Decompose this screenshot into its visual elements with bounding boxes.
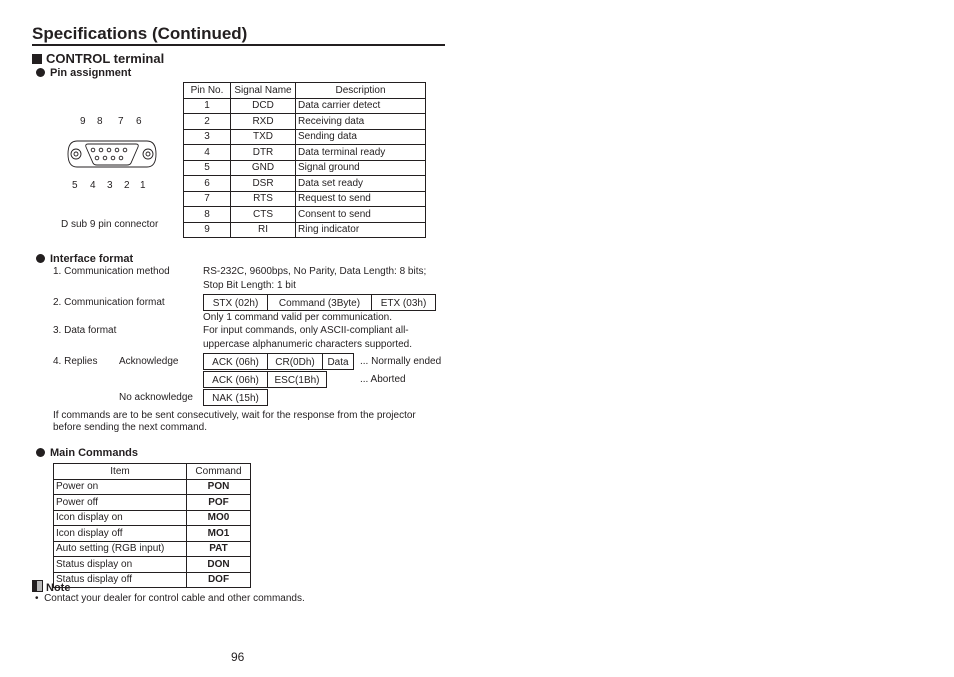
data-format-value-cont: uppercase alphanumeric characters supported. xyxy=(203,339,413,350)
note-text: Contact your dealer for control cable and other commands. xyxy=(44,593,305,604)
signal-name: CTS xyxy=(231,207,296,223)
command-item: Icon display on xyxy=(54,510,187,526)
main-commands-table xyxy=(53,463,251,588)
table-row xyxy=(54,495,251,511)
command-code: PAT xyxy=(187,541,251,557)
frame-note: Only 1 command valid per communication. xyxy=(203,312,392,323)
column-header: Description xyxy=(296,83,426,99)
note-icon xyxy=(32,580,43,592)
frame-field-command: Command (3Byte) xyxy=(267,294,372,311)
pin-label: 8 xyxy=(97,116,103,127)
no-acknowledge-label: No acknowledge xyxy=(119,392,193,403)
command-item: Power on xyxy=(54,479,187,495)
acknowledge-label: Acknowledge xyxy=(119,356,179,367)
pin-assignment-table xyxy=(183,82,426,238)
connector-caption: D sub 9 pin connector xyxy=(61,219,159,230)
table-row xyxy=(54,479,251,495)
command-code: PON xyxy=(187,479,251,495)
pin-label: 7 xyxy=(118,116,124,127)
pin-number: 2 xyxy=(184,114,231,130)
table-row xyxy=(54,572,251,588)
command-code: DON xyxy=(187,557,251,573)
pin-label: 9 xyxy=(80,116,86,127)
pin-number: 4 xyxy=(184,145,231,161)
table-row xyxy=(54,557,251,573)
signal-name: DTR xyxy=(231,145,296,161)
ack-abort-note: ... Aborted xyxy=(360,374,406,385)
signal-description: Data terminal ready xyxy=(296,145,426,161)
command-item: Auto setting (RGB input) xyxy=(54,541,187,557)
table-row xyxy=(184,222,426,238)
title-rule xyxy=(32,44,445,46)
connector-icon xyxy=(64,129,160,179)
pin-label: 3 xyxy=(107,180,113,191)
note-heading: Note xyxy=(32,580,70,594)
signal-name: DCD xyxy=(231,98,296,114)
signal-name: RTS xyxy=(231,191,296,207)
section-title-text: CONTROL terminal xyxy=(46,51,165,66)
bullet-icon xyxy=(36,68,45,77)
command-item: Status display on xyxy=(54,557,187,573)
signal-description: Request to send xyxy=(296,191,426,207)
table-header-row xyxy=(54,464,251,480)
dsub9-connector-diagram xyxy=(64,114,160,196)
signal-name: DSR xyxy=(231,176,296,192)
frame-field-etx: ETX (03h) xyxy=(371,294,436,311)
signal-description: Data carrier detect xyxy=(296,98,426,114)
bullet-icon xyxy=(36,448,45,457)
page-number: 96 xyxy=(231,650,245,664)
table-row xyxy=(54,526,251,542)
table-row xyxy=(54,510,251,526)
signal-name: RXD xyxy=(231,114,296,130)
table-row xyxy=(184,207,426,223)
pin-label: 1 xyxy=(140,180,146,191)
frame-field-ack: ACK (06h) xyxy=(203,353,268,370)
pin-number: 7 xyxy=(184,191,231,207)
table-row xyxy=(54,541,251,557)
pin-number: 8 xyxy=(184,207,231,223)
pin-assignment-heading: Pin assignment xyxy=(36,67,131,79)
command-code: POF xyxy=(187,495,251,511)
signal-name: GND xyxy=(231,160,296,176)
signal-description: Sending data xyxy=(296,129,426,145)
signal-description: Receiving data xyxy=(296,114,426,130)
table-header-row xyxy=(184,83,426,99)
ack-normal-note: ... Normally ended xyxy=(360,356,442,367)
command-item: Status display off xyxy=(54,572,187,588)
interface-format-heading: Interface format xyxy=(36,253,133,265)
data-format-value: For input commands, only ASCII-compliant all- xyxy=(203,325,409,336)
replies-label: 4. Replies xyxy=(53,356,98,367)
command-code: DOF xyxy=(187,572,251,588)
pin-label: 2 xyxy=(124,180,130,191)
signal-description: Data set ready xyxy=(296,176,426,192)
note-item xyxy=(35,593,305,605)
page-title: Specifications (Continued) xyxy=(32,24,248,43)
frame-field-esc: ESC(1Bh) xyxy=(267,371,327,388)
data-format-label: 3. Data format xyxy=(53,325,117,336)
signal-name: RI xyxy=(231,222,296,238)
pin-number: 6 xyxy=(184,176,231,192)
table-row xyxy=(184,114,426,130)
signal-description: Consent to send xyxy=(296,207,426,223)
command-item: Power off xyxy=(54,495,187,511)
column-header: Command xyxy=(187,464,251,480)
comm-method-value: RS-232C, 9600bps, No Parity, Data Length: 8 bits; xyxy=(203,266,427,277)
command-item: Icon display off xyxy=(54,526,187,542)
table-row xyxy=(184,129,426,145)
frame-field-data: Data xyxy=(322,353,354,370)
pin-number: 3 xyxy=(184,129,231,145)
frame-field-ack: ACK (06h) xyxy=(203,371,268,388)
column-header: Item xyxy=(54,464,187,480)
column-header: Signal Name xyxy=(231,83,296,99)
table-row xyxy=(184,98,426,114)
column-header: Pin No. xyxy=(184,83,231,99)
pin-label: 6 xyxy=(136,116,142,127)
pin-label: 5 xyxy=(72,180,78,191)
consecutive-note-cont: before sending the next command. xyxy=(53,422,207,433)
section-title xyxy=(32,51,164,66)
pin-number: 5 xyxy=(184,160,231,176)
signal-description: Ring indicator xyxy=(296,222,426,238)
signal-name: TXD xyxy=(231,129,296,145)
signal-description: Signal ground xyxy=(296,160,426,176)
frame-field-nak: NAK (15h) xyxy=(203,389,268,406)
table-row xyxy=(184,145,426,161)
table-row xyxy=(184,191,426,207)
table-row xyxy=(184,176,426,192)
command-code: MO1 xyxy=(187,526,251,542)
table-row xyxy=(184,160,426,176)
bullet-icon xyxy=(36,254,45,263)
main-commands-heading: Main Commands xyxy=(36,447,138,459)
square-bullet-icon xyxy=(32,54,42,64)
frame-field-stx: STX (02h) xyxy=(203,294,268,311)
comm-method-value-cont: Stop Bit Length: 1 bit xyxy=(203,280,296,291)
pin-number: 1 xyxy=(184,98,231,114)
command-code: MO0 xyxy=(187,510,251,526)
bullet-icon: • xyxy=(35,593,45,604)
pin-number: 9 xyxy=(184,222,231,238)
comm-method-label: 1. Communication method xyxy=(53,266,170,277)
comm-format-label: 2. Communication format xyxy=(53,297,165,308)
frame-field-cr: CR(0Dh) xyxy=(267,353,323,370)
consecutive-note: If commands are to be sent consecutively, wait for the response from the projector xyxy=(53,410,416,421)
pin-label: 4 xyxy=(90,180,96,191)
